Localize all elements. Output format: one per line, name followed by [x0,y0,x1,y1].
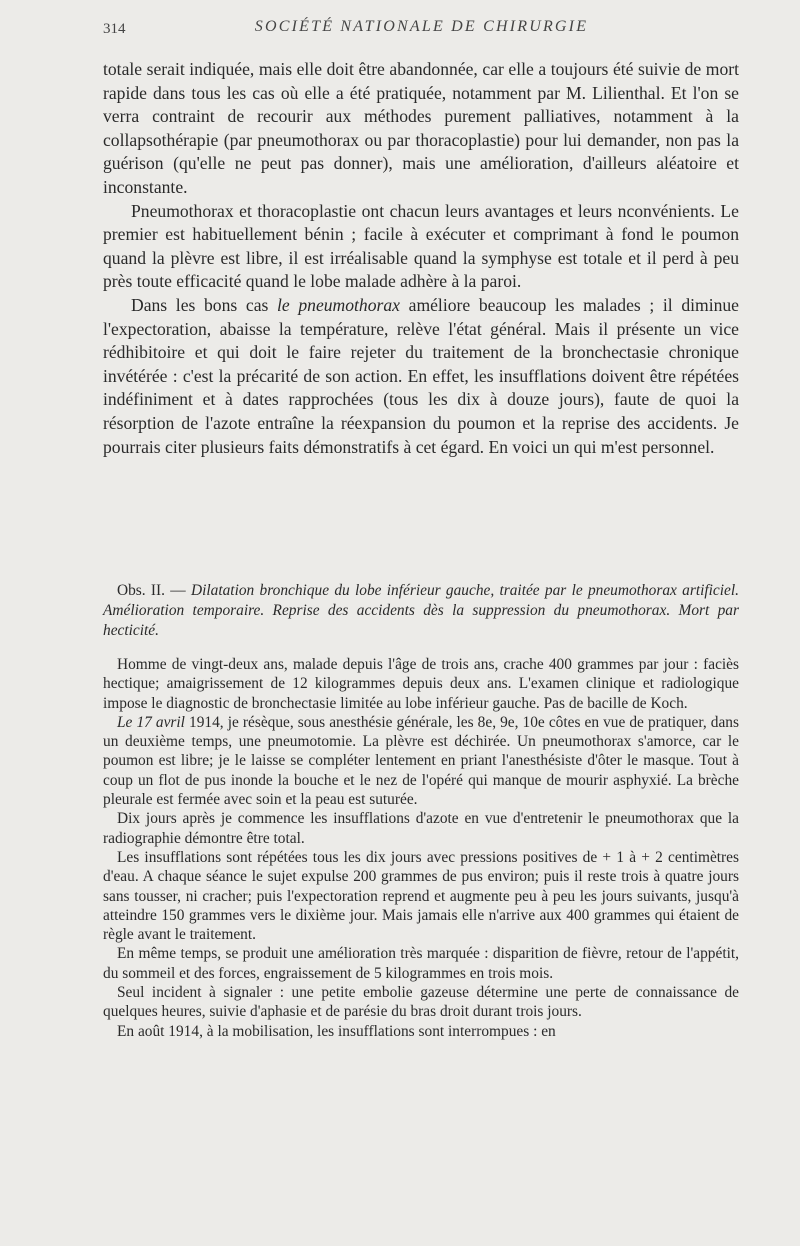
observation-paragraph: En même temps, se produit une amélioration très marquée : disparition de fièvre, retour de l'appétit, du sommeil et des forces, engraissement de 5 kilogrammes en trois mois. [103,945,739,982]
paragraph: totale serait indiquée, mais elle doit être abandonnée, car elle a toujours été suivie de mort rapide dans tous les cas où elle a été pratiquée, notamment par M. Lilienthal. Et l'on se verra contraint de recourir aux méthodes purement palliatives, notamment à la collapsothérapie (par pneumothorax ou par thoracoplastie) pour lui demander, non pas la guérison (qu'elle ne peut pas donner), mais une amélioration, d'ailleurs aléatoire et inconstante. [103,59,739,197]
observation-paragraph: Les insufflations sont répétées tous les dix jours avec pressions positives de + 1 à + 2 centimètres d'eau. A chaque séance le sujet expulse 200 grammes de pus environ; puis il reste trois à quatre jours sans tousser, ni cracher; puis l'expectoration reprend et augmente peu à peu les jours suivants, jusqu'à atteindre 150 grammes vers le dixième jour. Mais jamais elle n'arrive aux 400 grammes qui étaient de règle avant le traitement. [103,848,739,944]
italic-date: Le 17 avril [117,713,185,731]
observation-paragraph [103,713,739,809]
running-title: SOCIÉTÉ NATIONALE DE CHIRURGIE [254,18,589,35]
observation-label: Obs. II. — [117,582,191,599]
observation-paragraph: En août 1914, à la mobilisation, les insufflations sont interrompues : en [117,1022,556,1040]
page-header [103,18,740,42]
observation-heading [103,581,739,641]
observation-paragraph: Homme de vingt-deux ans, malade depuis l'âge de trois ans, crache 400 grammes par jour : faciès hectique; amaigrissement de 12 kilogrammes depuis deux ans. L'examen clinique et radiologique impose le diagnostic de bronchectasie limitée au lobe inférieur gauche. Pas de bacille de Koch. [103,656,739,712]
paragraph-text: améliore beaucoup les malades ; il diminue l'expectoration, abaisse la température, relève l'état général. Mais il présente un vice rédhibitoire et qui doit le faire rejeter du traitement de la bronchectasie chronique invétérée : c'est la précarité de son action. En effet, les insufflations doivent être répétées indéfiniment et à dates rapprochées (tous les dix à douze jours), faute de quoi la résorption de l'azote entraîne la réexpansion du poumon et la reprise des accidents. Je pourrais citer plusieurs faits démonstratifs à cet égard. En voici un qui m'est personnel. [103,294,739,457]
observation-paragraph: Seul incident à signaler : une petite embolie gazeuse détermine une perte de connaissance de quelques heures, suivie d'aphasie et de parésie du bras droit durant trois jours. [103,984,739,1021]
paragraph [103,294,739,459]
page-number: 314 [103,21,126,37]
main-text [103,58,739,459]
observation-section [103,581,739,1041]
italic-term: le pneumothorax [277,294,400,315]
observation-paragraph: Dix jours après je commence les insufflations d'azote en vue d'entretenir le pneumothorax que la radiographie démontre être total. [103,810,739,847]
observation-title: Dilatation bronchique du lobe inférieur gauche, traitée par le pneumothorax artificiel. Amélioration temporaire. Reprise des accidents dès la suppression du pneumothorax. Mort par hecticité. [103,582,739,639]
paragraph-text: Dans les bons cas [131,294,277,315]
paragraph-text: 1914, je résèque, sous anesthésie générale, les 8e, 9e, 10e côtes en vue de pratiquer, dans un deuxième temps, une pneumotomie. La plèvre est déchirée. Un pneumothorax s'amorce, car le poumon est libre; je le laisse se compléter lentement en priant l'anesthésiste d'ôter le masque. Tout à coup un flot de pus inonde la bouche et le nez de l'opéré qui manque de mourir asphyxié. La brèche pleurale est fermée avec soin et la peau est suturée. [103,713,739,809]
paragraph: Pneumothorax et thoracoplastie ont chacun leurs avantages et leurs nconvénients. Le premier est habituellement bénin ; facile à exécuter et comprimant à fond le poumon quand la plèvre est libre, il est irréalisable quand la symphyse est totale et il perd à peu près toute efficacité quand le lobe malade adhère à la paroi. [103,200,739,292]
